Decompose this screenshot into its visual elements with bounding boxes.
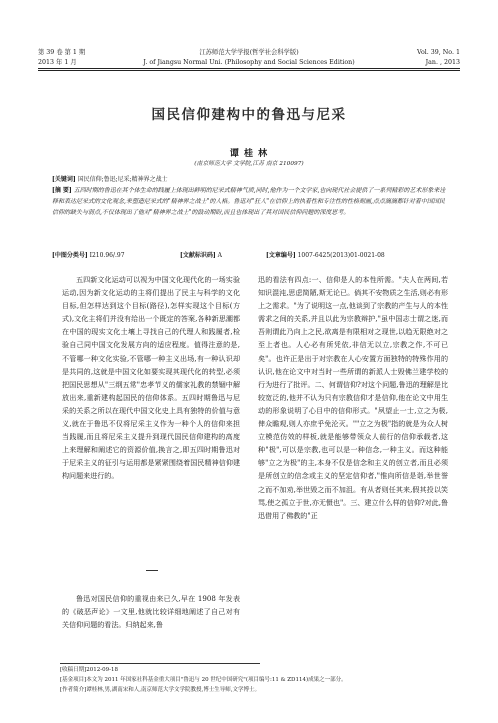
journal-date-en: Jan. , 2013 <box>425 58 460 66</box>
num-label: [文章编号] <box>266 252 296 259</box>
body-left-column-lower <box>62 592 240 631</box>
body-left-column <box>62 273 240 483</box>
keywords-text: 国民信仰;鲁迅;尼采;精神界之战士 <box>77 176 168 183</box>
doc-label: [文献标识码] <box>180 252 216 259</box>
journal-name-cn: 江苏师范大学学报(哲学社会科学版) <box>199 49 299 56</box>
footnote-received-date: [收稿日期]2012-09-18 <box>60 667 119 673</box>
journal-volume: 第 39 卷 第 1 期 <box>38 49 86 56</box>
footnote-author-bio: [作者简介]谭桂林,男,湖南宋和人,南京师范大学文学院教授,博士生导师,文学博士。 <box>60 686 261 693</box>
paragraph: 鲁迅对国民信仰的重视由来已久,早在 1908 年发表的《破恶声论》一文里,他就比较详细地阐述了自己对有关信仰问题的看法。归纳起来,鲁 <box>62 594 240 630</box>
footnotes <box>60 666 450 695</box>
article-title: 国民信仰建构中的鲁迅与尼采 <box>151 107 347 123</box>
body-right-column <box>258 273 448 522</box>
doc-value: A <box>217 252 222 259</box>
header-rule <box>38 68 460 69</box>
document-code <box>180 251 222 260</box>
journal-name-en: J. of Jiangsu Normal Uni. (Philosophy and Social Sciences Edition) <box>143 58 355 66</box>
section-separator <box>146 570 158 571</box>
abstract <box>52 186 446 218</box>
clc-number <box>52 251 125 260</box>
header-right <box>417 48 460 67</box>
journal-date: 2013 年 1 月 <box>38 58 77 66</box>
article-number <box>266 251 385 260</box>
header-rule-thin <box>38 70 460 71</box>
keywords-label: [关键词] <box>52 176 76 183</box>
paragraph: 五四新文化运动可以视为中国文化现代化的一场实验运动,因为新文化运动的主将们提出了民主与科学的文化目标,但怎样达到这个目标(路径),怎样实现这个目标(方式),文化主将们并没有给出一个既定的答案,各种新思潮都在中国的现实文化土壤上寻找自己的代理人和践履者,检验自己同中国文化发展方向的适应程度。值得注意的是,不管哪一种文化实验,不管哪一种主义出场,有一种认识却是共同的,这就是中国文化如要实现其现代化的转型,必须把国民思想从"三纲五常"忠孝节义的儒家礼教的禁锢中解放出来,重新建构起国民的信仰体系。五四时期鲁迅与尼采的关系之所以在现代中国文化史上具有独特的价值与意义,就在于鲁迅不仅将尼采主义作为一种个人的信仰来担当践履,而且将尼采主义提升到现代国民信仰建构的高度上来理解和阐述它的资源价值,换言之,即五四时期鲁迅对于尼采主义的征引与运用都是紧紧围绕着国民精神信仰建构问题来进行的。 <box>62 275 240 481</box>
paragraph: 迅的看法有四点:一、信仰是人的本性所需。"夫人在两间,若知识混沌,思虑简陋,斯无论已。倘其不安物质之生活,则必有形上之需求。"为了说明这一点,他谈到了宗教的产生与人的本性需求之间的关系,并且以此为宗教辩护,"虽中国志士谓之迷,而吾则谓此乃向上之民,欲离是有限相对之现世,以趋无限绝对之至上者也。人心必有所凭依,非信无以立,宗教之作,不可已矣"。也许正是出于对宗教在人心安置方面独特的特殊作用的认识,他在论文中对当时一些所谓的新派人士毁佛兰建学校的行为进行了批评。二、何谓信仰?对这个问题,鲁迅的理解是比较宽泛的,他并不认为只有宗教信仰才是信仰,他在论文中用生动的形象说明了心目中的信仰形式。"夙望止一士,立之为极,俾众瞻观,则人亦庶乎免沦灭。""立之为极"指的就是为众人树立模范仿效的样板,就是能够带领众人前行的信仰承载者,这种"极",可以是宗教,也可以是一种信念,一种主义。而这种能够"立之为极"的主,本身不仅是信念和主义的创立者,而且必须是所创立的信念或主义的坚定信仰者,"惟向所信是诣,举世誉之而不加劝,举世毁之而不加沮。有从者则任其来,假其投以笑骂,使之孤立于世,亦无慑也"。三、建立什么样的信仰?对此,鲁迅借用了佛教的"正 <box>258 275 448 520</box>
header-center <box>38 48 460 67</box>
author-affiliation: (南京师范大学 文学院,江苏 南京 210097) <box>194 161 304 167</box>
clc-label: [中图分类号] <box>52 252 88 259</box>
abstract-text: 五四时期的鲁迅在其个体生命的践履上体现出鲜明的尼采式精神气质,同时,他作为一个文学家,也向现代社会提供了一系列精彩的艺术形象来诠释和表达尼采式的文化观念,来塑造尼采式的"精神界之战士"的人格。鲁迅对"狂人"在信仰上的执着性和专注性的性格刻画,点点滴滴都针对着中国国民信仰的缺失与弱点,不仅体现出了他对"精神界之战士"的鼓动期盼,而且也体现出了其对国民信仰问题的深度思考。 <box>52 187 446 216</box>
clc-value: I210.96/.97 <box>89 252 125 259</box>
num-value: 1007-6425(2013)01-0021-08 <box>297 252 385 259</box>
journal-vol-en: Vol. 39, No. 1 <box>417 49 460 56</box>
footnote-funding: [基金项目]本文为 2011 年国家社科基金重大项目"鲁迅与 20 世纪中国研究"(项目编号:11 & ZD114)成果之一部分。 <box>60 676 347 683</box>
author-name: 谭 桂 林 <box>229 149 269 159</box>
footnote-rule <box>60 663 260 664</box>
abstract-label: [摘 要] <box>52 187 72 194</box>
keywords <box>52 175 446 185</box>
